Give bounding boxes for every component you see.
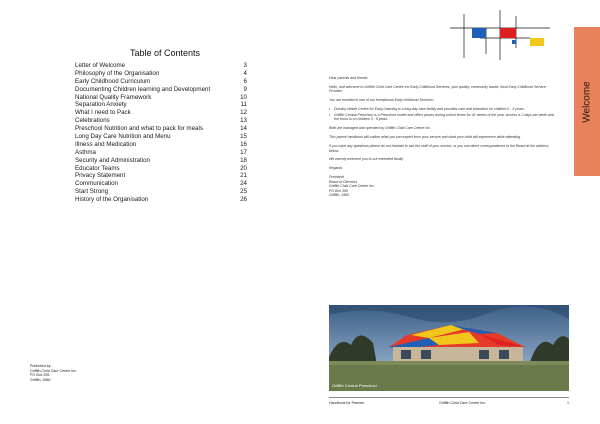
- toc-entry-label: History of the Organisation: [75, 196, 149, 204]
- toc-row[interactable]: [75, 94, 247, 102]
- toc-row[interactable]: [75, 141, 247, 149]
- photo-caption: Griffith Central Preschool: [332, 383, 377, 388]
- toc-entry-page: 21: [240, 172, 247, 180]
- toc-row[interactable]: [75, 86, 247, 94]
- toc-entry-page: 4: [243, 69, 247, 77]
- letter-greeting: Dear parents and friends: [329, 76, 368, 80]
- letter-signature: [329, 175, 555, 197]
- toc-row[interactable]: [75, 180, 247, 188]
- list-item: • Dorothy Waide Centre for Early Learning is a long day care facility and provides care and education for children 0 - 5 years.: [329, 107, 555, 111]
- toc-entry-label: Documenting Children learning and Development: [75, 85, 211, 93]
- toc-entry-page: 25: [240, 188, 247, 196]
- toc-entry-page: 15: [240, 133, 247, 141]
- toc-entry-label: Celebrations: [75, 117, 110, 125]
- letter-paragraph: Hello, and welcome to Griffith Child Care Centre Inc Early Childhood Services, your quality, community based, local Early Childhood Service Provider.: [329, 84, 546, 94]
- toc-row[interactable]: [75, 157, 247, 165]
- preschool-building-image: [329, 305, 569, 391]
- publisher-line: PO Box 395: [30, 373, 50, 378]
- page-number: 1: [567, 401, 569, 405]
- toc-row[interactable]: [75, 133, 247, 141]
- toc-row[interactable]: [75, 125, 247, 133]
- toc-row[interactable]: [75, 117, 247, 125]
- footer-organisation: Griffith Child Care Centre Inc.: [439, 401, 487, 405]
- toc-entry-label: Long Day Care Nutrition and Menu: [75, 133, 171, 141]
- toc-entry-label: Separation Anxiety: [75, 101, 127, 109]
- letter-paragraph: You are enrolled in one of our exceptional Early childhood Services:: [329, 98, 434, 103]
- toc-row[interactable]: [75, 196, 247, 204]
- toc-entry-label: Educator Teams: [75, 164, 120, 172]
- toc-entry-label: Illness and Medication: [75, 140, 137, 148]
- toc-entry-page: 10: [240, 93, 247, 101]
- toc-entry-label: What I need to Pack: [75, 109, 131, 117]
- toc-entry-label: Asthma: [75, 148, 96, 156]
- signature-line: Griffith, 2680: [329, 192, 350, 197]
- toc-entry-page: 26: [240, 196, 247, 204]
- toc-row[interactable]: [75, 62, 247, 70]
- toc-entry-label: Communication: [75, 180, 118, 188]
- toc-entry-label: Privacy Statement: [75, 172, 126, 180]
- welcome-tab-label: Welcome: [581, 80, 593, 123]
- toc-entry-page: 9: [243, 85, 247, 93]
- toc-entry-label: Philosophy of the Organisation: [75, 69, 160, 77]
- toc-entry-page: 13: [240, 117, 247, 125]
- preschool-photo: [329, 305, 569, 391]
- list-item: • Griffith Central Preschool is a Preschool model and offers places during school terms for 41 weeks of the year. Access is 2 days per week and the focus is on children 3 - 5 years.: [329, 113, 555, 122]
- publisher-line: Griffith Child Care Centre Inc.: [30, 368, 78, 373]
- footer-title: Handbook for Parents: [329, 401, 364, 405]
- toc-row[interactable]: [75, 101, 247, 109]
- publisher-line: Griffith, 2680: [30, 377, 51, 382]
- toc-row[interactable]: [75, 149, 247, 157]
- services-list: [329, 107, 555, 122]
- toc-entry-page: 12: [240, 109, 247, 117]
- mondrian-graphic: [450, 10, 550, 60]
- letter-paragraph: This parent handbook will outline what you can expect from your service and what your child will experience while attending.: [329, 135, 522, 140]
- toc-row[interactable]: [75, 188, 247, 196]
- toc-entry-page: 17: [240, 148, 247, 156]
- toc-entry-label: Letter of Welcome: [75, 62, 126, 69]
- toc-entry-label: Security and Administration: [75, 156, 150, 164]
- welcome-letter: [329, 76, 555, 197]
- toc-entry-page: 3: [243, 62, 247, 69]
- toc-entry-label: National Quality Framework: [75, 93, 152, 101]
- toc-entry-label: Preschool Nutrition and what to pack for meals: [75, 125, 203, 133]
- letter-regards: Regards: [329, 166, 343, 171]
- toc-entry-label: Start Strong: [75, 188, 109, 196]
- toc-row[interactable]: [75, 78, 247, 86]
- table-of-contents: [75, 62, 247, 204]
- toc-row[interactable]: [75, 172, 247, 180]
- letter-paragraph: We warmly welcome you to our extended family.: [329, 157, 404, 162]
- toc-title: Table of Contents: [129, 48, 201, 58]
- toc-entry-label: Early Childhood Curriculum: [75, 77, 151, 85]
- toc-entry-page: 20: [240, 164, 247, 172]
- toc-row[interactable]: [75, 70, 247, 78]
- signature-line: Board of Directors: [329, 179, 358, 184]
- letter-paragraph: Both are managed and operated by Griffith Child Care Centre Inc.: [329, 126, 431, 131]
- publisher-line: Published by:: [30, 364, 52, 368]
- footer-divider: [329, 397, 569, 398]
- right-page: [300, 0, 600, 424]
- toc-row[interactable]: [75, 109, 247, 117]
- toc-row[interactable]: [75, 165, 247, 173]
- toc-entry-page: 6: [243, 77, 247, 85]
- toc-entry-page: 18: [240, 156, 247, 164]
- toc-entry-page: 11: [240, 101, 247, 109]
- signature-line: PO Box 395: [329, 188, 348, 193]
- toc-entry-page: 14: [240, 125, 247, 133]
- toc-entry-page: 16: [240, 140, 247, 148]
- welcome-tab: [574, 27, 600, 176]
- signature-line: Griffith Child Care Centre Inc.: [329, 184, 375, 189]
- letter-paragraph: If you have any questions please do not hesitate to ask the staff of your service, or you can direct correspondence to the Board at the address below.: [329, 144, 549, 153]
- signature-line: President: [329, 175, 344, 180]
- toc-entry-page: 24: [240, 180, 247, 188]
- publisher-info: [30, 364, 77, 382]
